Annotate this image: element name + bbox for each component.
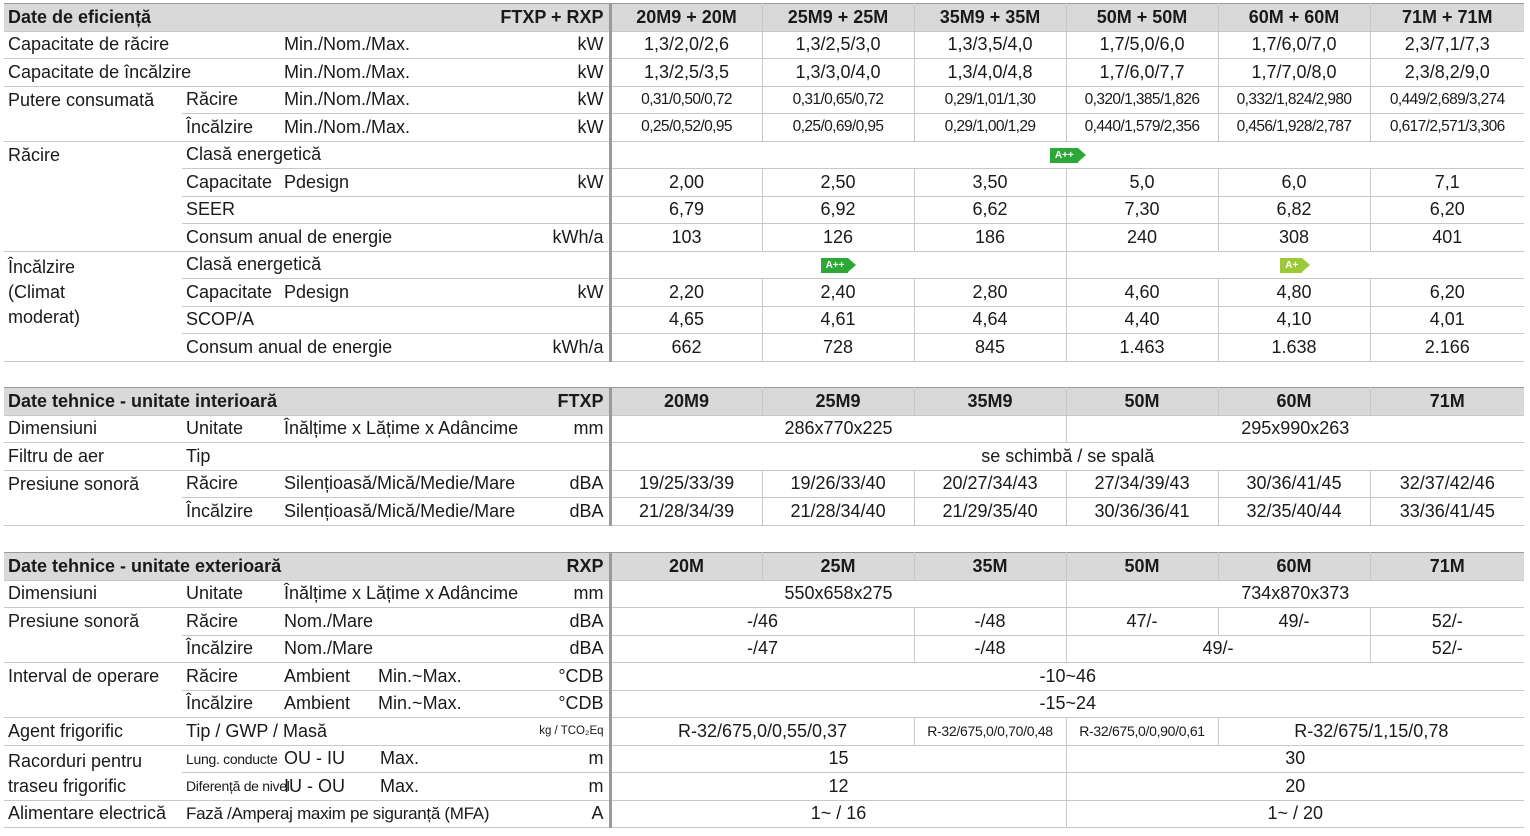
row-mode: Răcire [182,470,280,498]
energy-class-badge [1280,258,1302,273]
cell: 20 [1066,773,1524,801]
cell: 49/- [1066,635,1370,663]
cell: 0,31/0,50/0,72 [610,86,762,114]
row-sub: Pdesign [280,279,453,307]
row-label [4,251,182,361]
cell: 4,40 [1066,306,1218,334]
cell: 2,3/8,2/9,0 [1370,59,1524,87]
row-mode: Răcire [182,663,280,691]
row-sub: Min./Nom./Max. [280,114,453,142]
table-row [4,690,1524,718]
energy-class-label: A+ [1285,260,1299,271]
cell: 6,62 [914,196,1066,224]
cell: 1,7/6,0/7,7 [1066,59,1218,87]
cell: 401 [1370,224,1524,252]
row-sub-b: Max. [380,775,420,796]
row-unit: kW [453,169,610,197]
model-header: 25M9 [762,388,914,416]
row-unit: mm [453,580,610,608]
outdoor-title: Date tehnice - unitate exterioară [4,553,453,581]
row-mode: Încălzire [182,498,280,526]
row-mode: Unitate [182,580,280,608]
row-unit: A [453,800,610,828]
table-row [4,251,1524,279]
cell: 6,79 [610,196,762,224]
cell: R-32/675,0/0,90/0,61 [1066,718,1218,746]
cell: 0,29/1,01/1,30 [914,86,1066,114]
model-header: 50M [1066,553,1218,581]
energy-class-cell [610,141,1524,169]
cell: 6,20 [1370,196,1524,224]
cell: 15 [610,745,1066,773]
row-mode: Clasă energetică [182,251,453,279]
row-mode: Capacitate [182,169,280,197]
model-header: 20M9 [610,388,762,416]
row-sub: Înălțime x Lățime x Adâncime [280,415,453,443]
table-row [4,800,1524,828]
cell: -10~46 [610,663,1524,691]
efficiency-table [4,3,1524,362]
row-label: Dimensiuni [4,415,182,443]
row-mode: Capacitate [182,279,280,307]
cell: 1,7/5,0/6,0 [1066,31,1218,59]
cell: -15~24 [610,690,1524,718]
row-sub: Silențioasă/Mică/Medie/Mare [280,470,453,498]
row-label: Interval de operare [4,663,182,718]
row-sub [280,773,453,801]
model-header: 25M9 + 25M [762,4,914,32]
cell: 728 [762,334,914,362]
table-row [4,443,1524,471]
row-unit [453,443,610,471]
cell: 0,25/0,69/0,95 [762,114,914,142]
row-unit: mm [453,415,610,443]
cell: 295x990x263 [1066,415,1524,443]
cell: 32/35/40/44 [1218,498,1370,526]
efficiency-title: Date de eficiență [4,4,453,32]
cell: 286x770x225 [610,415,1066,443]
row-mode: Unitate [182,415,280,443]
row-unit: kg / TCO₂Eq [453,718,610,746]
cell: 2,40 [762,279,914,307]
table-row [4,745,1524,773]
cell: 20/27/34/43 [914,470,1066,498]
cell: 4,01 [1370,306,1524,334]
table-row [4,415,1524,443]
piping-label-line: Racorduri pentru [8,750,143,771]
model-header: 60M [1218,388,1370,416]
cell: 0,440/1,579/2,356 [1066,114,1218,142]
row-sub: Nom./Mare [280,635,453,663]
table-row [4,773,1524,801]
model-header: 60M [1218,553,1370,581]
row-sub: Nom./Mare [280,608,453,636]
cell: 3,50 [914,169,1066,197]
cell: 1,7/6,0/7,0 [1218,31,1370,59]
row-mode: SEER [182,196,453,224]
cell: 30 [1066,745,1524,773]
row-unit: °CDB [453,690,610,718]
row-label: Capacitate de încălzire [4,59,280,87]
cell: 2.166 [1370,334,1524,362]
cell: -/47 [610,635,914,663]
cell: 6,82 [1218,196,1370,224]
energy-class-badge [1050,148,1078,163]
row-sub-a: OU - IU [284,748,345,769]
cell: -/48 [914,608,1066,636]
piping-label-line: traseu frigorific [8,775,127,796]
table-row [4,498,1524,526]
cell: 1,3/2,0/2,6 [610,31,762,59]
cell: se schimbă / se spală [610,443,1524,471]
outdoor-table [4,552,1524,828]
model-header: 25M [762,553,914,581]
row-mode: Încălzire [182,114,280,142]
cell: 30/36/36/41 [1066,498,1218,526]
row-unit: kW [453,31,610,59]
table-row [4,718,1524,746]
energy-class-badge [821,258,849,273]
cell: 49/- [1218,608,1370,636]
heating-label-line: (Climat [8,281,65,302]
cell: 0,617/2,571/3,306 [1370,114,1524,142]
row-mode: Consum anual de energie [182,334,453,362]
energy-class-label: A++ [825,260,845,271]
model-header: 35M [914,553,1066,581]
cell: 30/36/41/45 [1218,470,1370,498]
cell: R-32/675/1,15/0,78 [1218,718,1524,746]
row-mode: Diferență de nivel [182,773,280,801]
cell: 21/29/35/40 [914,498,1066,526]
table-row [4,59,1524,87]
row-label: Putere consumată [4,86,182,141]
table-row [4,580,1524,608]
table-row [4,224,1524,252]
row-unit [453,306,610,334]
efficiency-code: FTXP + RXP [453,4,610,32]
cell: 1,7/7,0/8,0 [1218,59,1370,87]
cell: 4,64 [914,306,1066,334]
cell: 1~ / 20 [1066,800,1524,828]
cell: 2,80 [914,279,1066,307]
row-sub [280,745,453,773]
row-sub: Silențioasă/Mică/Medie/Mare [280,498,453,526]
row-unit: dBA [453,470,610,498]
energy-class-cell [1066,251,1524,279]
cell: 1.638 [1218,334,1370,362]
row-label: Răcire [4,141,182,251]
row-mode: Încălzire [182,635,280,663]
cell: 734x870x373 [1066,580,1524,608]
cell: 2,20 [610,279,762,307]
heating-label-line: Încălzire [8,256,76,277]
cell: 21/28/34/39 [610,498,762,526]
cell: 4,60 [1066,279,1218,307]
cell: 1,3/2,5/3,0 [762,31,914,59]
row-unit: dBA [453,498,610,526]
cell: 1,3/4,0/4,8 [914,59,1066,87]
model-header: 35M9 [914,388,1066,416]
row-unit: kW [453,59,610,87]
row-sub [280,690,462,718]
row-sub-a: IU - OU [284,775,345,796]
row-sub-b: Min.~Max. [378,665,462,686]
row-sub-b: Max. [380,748,420,769]
cell: 1,3/3,5/4,0 [914,31,1066,59]
row-mode: Consum anual de energie [182,224,453,252]
cell: 0,456/1,928/2,787 [1218,114,1370,142]
cell: 2,50 [762,169,914,197]
cell: 7,1 [1370,169,1524,197]
row-unit: dBA [453,608,610,636]
model-header: 71M + 71M [1370,4,1524,32]
row-unit [453,141,610,169]
row-mode: Clasă energetică [182,141,453,169]
row-label [4,745,182,800]
row-label: Dimensiuni [4,580,182,608]
cell: 0,320/1,385/1,826 [1066,86,1218,114]
row-unit: kW [453,114,610,142]
cell: 308 [1218,224,1370,252]
row-mode: Lung. conducte [182,745,280,773]
outdoor-code: RXP [453,553,610,581]
cell: 4,61 [762,306,914,334]
model-header: 71M [1370,553,1524,581]
row-sub: Tip / GWP / Masă [182,718,453,746]
outdoor-header [4,553,1524,581]
cell: 0,31/0,65/0,72 [762,86,914,114]
row-label: Agent frigorific [4,718,182,746]
model-header: 20M [610,553,762,581]
row-sub: Min./Nom./Max. [280,31,453,59]
row-mode: Răcire [182,608,280,636]
row-unit: kW [453,279,610,307]
table-row [4,334,1524,362]
model-header: 50M + 50M [1066,4,1218,32]
row-sub-a: Ambient [284,693,351,714]
cell: 7,30 [1066,196,1218,224]
cell: 0,332/1,824/2,980 [1218,86,1370,114]
cell: 4,65 [610,306,762,334]
row-label: Filtru de aer [4,443,182,471]
indoor-table [4,387,1524,526]
table-row [4,663,1524,691]
table-row [4,635,1524,663]
cell: R-32/675,0/0,70/0,48 [914,718,1066,746]
table-row [4,31,1524,59]
model-header: 35M9 + 35M [914,4,1066,32]
cell: -/46 [610,608,914,636]
cell: 21/28/34/40 [762,498,914,526]
cell: R-32/675,0/0,55/0,37 [610,718,914,746]
cell: 1.463 [1066,334,1218,362]
row-sub: Pdesign [280,169,453,197]
row-sub-b: Min.~Max. [378,693,462,714]
row-label: Presiune sonoră [4,608,182,663]
row-label: Alimentare electrică [4,800,182,828]
row-unit [453,196,610,224]
table-row [4,470,1524,498]
cell: 33/36/41/45 [1370,498,1524,526]
cell: 550x658x275 [610,580,1066,608]
table-row [4,141,1524,169]
cell: 103 [610,224,762,252]
cell: 126 [762,224,914,252]
row-mode: Încălzire [182,690,280,718]
table-row [4,196,1524,224]
row-unit: dBA [453,635,610,663]
cell: 1,3/3,0/4,0 [762,59,914,87]
row-unit [453,251,610,279]
cell: 6,20 [1370,279,1524,307]
row-mode: Răcire [182,86,280,114]
table-row [4,169,1524,197]
cell: 845 [914,334,1066,362]
model-header: 50M [1066,388,1218,416]
cell: 47/- [1066,608,1218,636]
row-unit: m [453,773,610,801]
cell: 12 [610,773,1066,801]
cell: 32/37/42/46 [1370,470,1524,498]
row-sub: Min./Nom./Max. [280,59,453,87]
row-mode: SCOP/A [182,306,453,334]
row-sub: Fază /Amperaj maxim pe siguranță (MFA) [182,800,453,828]
heating-label-line: moderat) [8,306,81,327]
energy-class-label: A++ [1054,150,1074,161]
cell: 4,80 [1218,279,1370,307]
row-label: Presiune sonoră [4,470,182,525]
cell: 52/- [1370,635,1524,663]
cell: 6,92 [762,196,914,224]
cell: 2,00 [610,169,762,197]
cell: 1~ / 16 [610,800,1066,828]
table-row [4,608,1524,636]
row-unit: kW [453,86,610,114]
energy-class-cell [610,251,1066,279]
indoor-header [4,388,1524,416]
cell: 1,3/2,5/3,5 [610,59,762,87]
row-unit: °CDB [453,663,610,691]
cell: 19/26/33/40 [762,470,914,498]
cell: 0,29/1,00/1,29 [914,114,1066,142]
row-sub: Min./Nom./Max. [280,86,453,114]
cell: 186 [914,224,1066,252]
cell: 5,0 [1066,169,1218,197]
row-label: Capacitate de răcire [4,31,280,59]
row-unit: kWh/a [453,224,610,252]
model-header: 20M9 + 20M [610,4,762,32]
row-sub: Înălțime x Lățime x Adâncime [280,580,453,608]
row-unit: kWh/a [453,334,610,362]
cell: 6,0 [1218,169,1370,197]
row-mode: Tip [182,443,453,471]
table-row [4,306,1524,334]
cell: -/48 [914,635,1066,663]
efficiency-header [4,4,1524,32]
cell: 662 [610,334,762,362]
table-row [4,86,1524,114]
cell: 52/- [1370,608,1524,636]
cell: 0,449/2,689/3,274 [1370,86,1524,114]
cell: 0,25/0,52/0,95 [610,114,762,142]
cell: 2,3/7,1/7,3 [1370,31,1524,59]
row-sub-a: Ambient [284,665,351,686]
model-header: 60M + 60M [1218,4,1370,32]
indoor-code: FTXP [453,388,610,416]
cell: 240 [1066,224,1218,252]
model-header: 71M [1370,388,1524,416]
table-row [4,114,1524,142]
row-sub [280,663,462,691]
table-row [4,279,1524,307]
row-unit: m [453,745,610,773]
cell: 4,10 [1218,306,1370,334]
indoor-title: Date tehnice - unitate interioară [4,388,453,416]
cell: 19/25/33/39 [610,470,762,498]
cell: 27/34/39/43 [1066,470,1218,498]
